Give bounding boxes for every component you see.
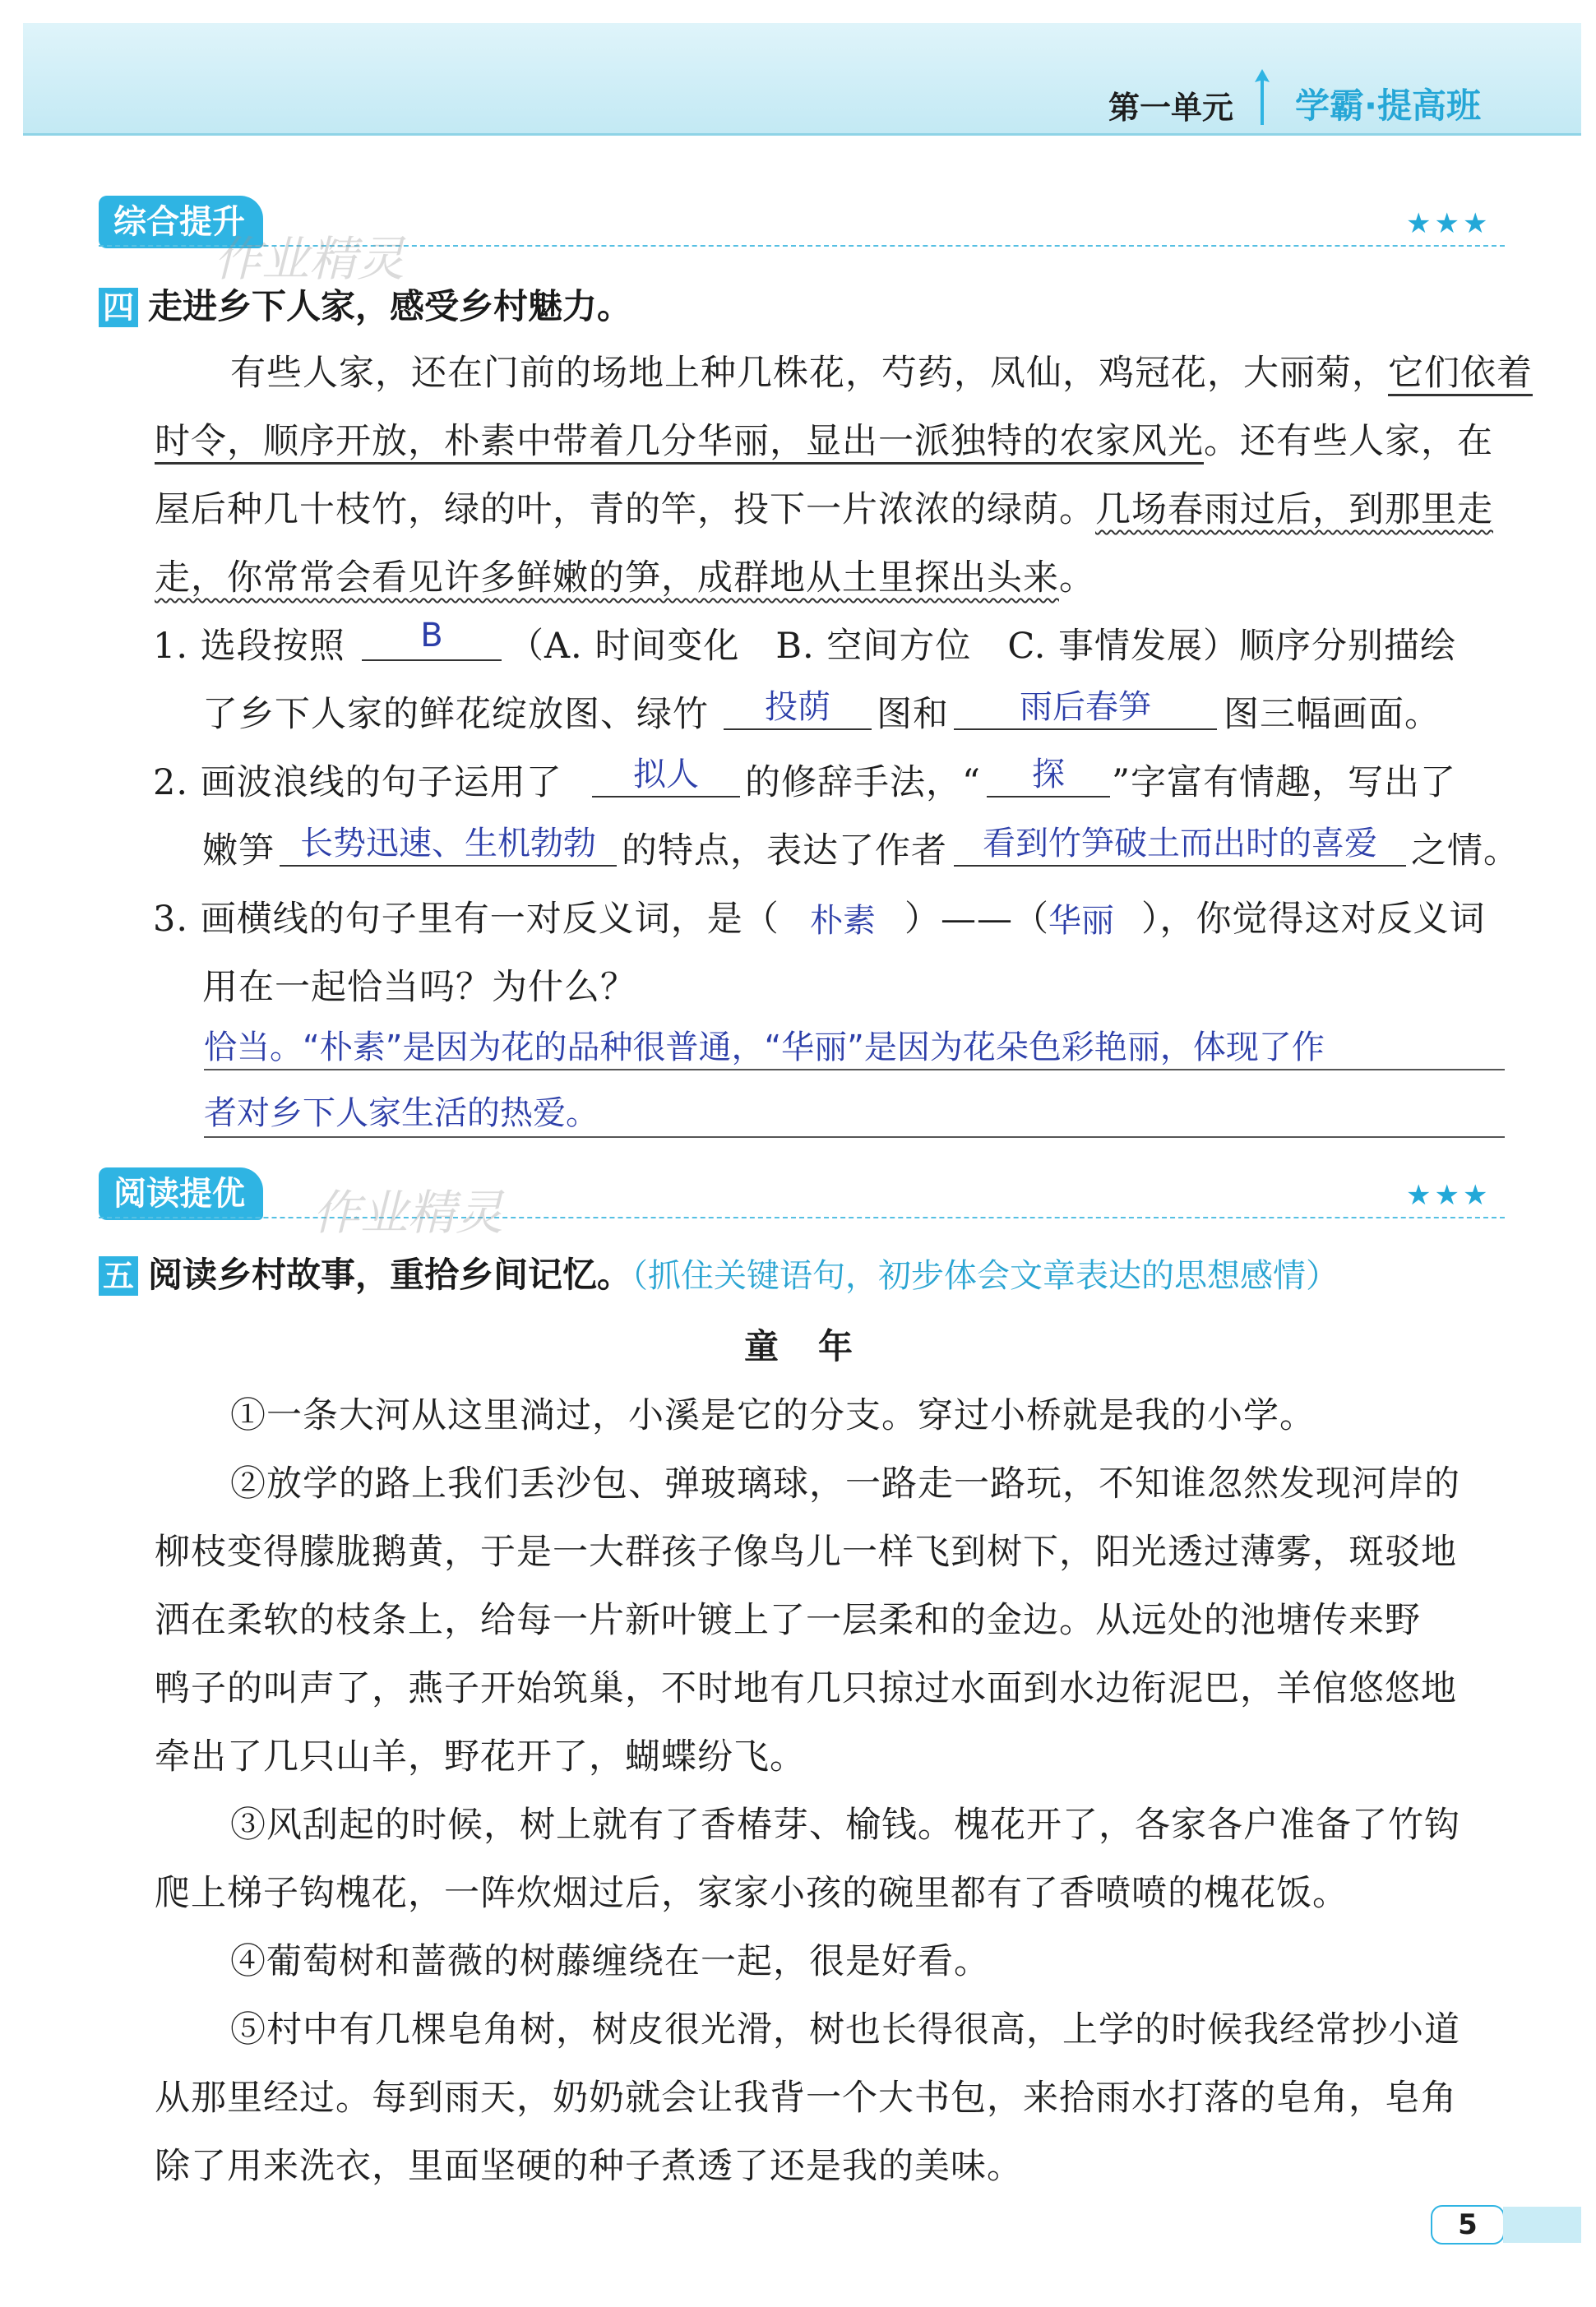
article-line: 柳枝变得朦胧鹅黄，于是一大群孩子像鸟儿一样飞到树下，阳光透过薄雾，斑驳地 (155, 1532, 1457, 1573)
section-tag-comprehensive: 综合提升 (99, 196, 263, 248)
article-line: 除了用来洗衣，里面坚硬的种子煮透了还是我的美味。 (155, 2146, 1023, 2187)
question-number: 四 (99, 288, 138, 327)
answer-text[interactable]: 华丽 (1048, 902, 1114, 940)
question-5-heading (99, 1248, 1339, 1297)
article-line: ②放学的路上我们丢沙包、弹玻璃球，一路走一路玩，不知谁忽然发现河岸的 (230, 1463, 1460, 1505)
difficulty-stars: ★★★ (1406, 1179, 1492, 1212)
answer-text[interactable]: 恰当。“朴素”是因为花的品种很普通，“华丽”是因为花朵色彩艳丽，体现了作 (204, 1029, 1325, 1066)
article-line: 鸭子的叫声了，燕子开始筑巢，不时地有几只掠过水面到水边衔泥巴，羊倌悠悠地 (155, 1668, 1457, 1709)
item-2-text: 之情。 (1411, 830, 1520, 871)
item-1-options: （A. 时间变化 B. 空间方位 C. 事情发展）顺序分别描绘 (508, 626, 1457, 667)
answer-line (204, 1069, 1505, 1070)
item-2-text: ”字富有情趣，写出了 (1112, 762, 1456, 803)
brand-label: 学霸·提高班 (1295, 86, 1481, 126)
answer-blank[interactable]: 探 (987, 748, 1110, 798)
article-title: 童年 (744, 1326, 893, 1366)
article-line: ①一条大河从这里淌过，小溪是它的分支。穿过小桥就是我的小学。 (230, 1395, 1316, 1436)
item-2-text: 的特点，表达了作者 (622, 830, 947, 871)
answer-text[interactable]: 者对乡下人家生活的热爱。 (204, 1094, 599, 1132)
answer-blank[interactable]: 投荫 (724, 681, 872, 730)
item-3-text: 3. 画横线的句子里有一对反义词，是（ (153, 899, 779, 940)
section-divider (99, 1217, 1505, 1218)
answer-text[interactable]: 朴素 (810, 902, 876, 940)
article-line: 爬上梯子钩槐花，一阵炊烟过后，家家小孩的碗里都有了香喷喷的槐花饭。 (155, 1873, 1349, 1914)
article-line: 从那里经过。每到雨天，奶奶就会让我背一个大书包，来拾雨水打落的皂角，皂角 (155, 2078, 1457, 2119)
passage-line: 屋后种几十枝竹，绿的叶，青的竿，投下一片浓浓的绿荫。几场春雨过后，到那里走 (155, 489, 1493, 530)
question-4-heading (99, 280, 631, 329)
passage-line: 有些人家，还在门前的场地上种几株花，芍药，凤仙，鸡冠花，大丽菊，它们依着 (230, 345, 1533, 395)
answer-blank[interactable]: 拟人 (592, 748, 740, 798)
item-3-text: ）——（ (904, 899, 1049, 940)
item-1-text: 了乡下人家的鲜花绽放图、绿竹 (202, 694, 709, 735)
item-3-text: ），你觉得这对反义词 (1141, 899, 1486, 940)
item-1-text: 1. 选段按照 (153, 626, 345, 667)
article-line: ④葡萄树和蔷薇的树藤缠绕在一起，很是好看。 (230, 1941, 990, 1982)
watermark: 作业精灵 (312, 1185, 504, 1241)
question-number: 五 (99, 1256, 138, 1296)
item-1-text: 图和 (877, 694, 949, 735)
question-title: 阅读乡村故事，重拾乡间记忆。 (148, 1255, 632, 1295)
article-line: ③风刮起的时候，树上就有了香椿芽、榆钱。槐花开了，各家各户准备了竹钩 (230, 1805, 1460, 1846)
item-1-text: 图三幅画面。 (1224, 694, 1441, 735)
watermark: 作业精灵 (214, 231, 405, 287)
item-2-text: 的修辞手法，“ (745, 762, 981, 803)
section-tag-reading: 阅读提优 (99, 1167, 263, 1220)
article-line: 牵出了几只山羊，野花开了，蝴蝶纷飞。 (155, 1736, 806, 1778)
item-3-text: 用在一起恰当吗？为什么？ (202, 967, 636, 1008)
answer-blank[interactable]: 雨后春笋 (954, 681, 1217, 730)
arrow-up-icon (1250, 64, 1274, 130)
difficulty-stars: ★★★ (1406, 207, 1492, 240)
article-line: 洒在柔软的枝条上，给每一片新叶镀上了一层柔和的金边。从远处的池塘传来野 (155, 1600, 1421, 1641)
item-2-text: 2. 画波浪线的句子运用了 (153, 762, 562, 803)
unit-label: 第一单元 (1108, 90, 1234, 126)
answer-blank[interactable]: 长势迅速、生机勃勃 (280, 817, 617, 867)
article-line: ⑤村中有几棵皂角树，树皮很光滑，树也长得很高，上学的时候我经常抄小道 (230, 2009, 1460, 2050)
question-hint: （抓住关键语句，初步体会文章表达的思想感情） (631, 1257, 1339, 1295)
passage-line: 走，你常常会看见许多鲜嫩的笋，成群地从土里探出头来。 (155, 557, 1095, 599)
passage-line: 时令，顺序开放，朴素中带着几分华丽，显出一派独特的农家风光。还有些人家，在 (155, 414, 1493, 464)
answer-blank[interactable]: 看到竹笋破土而出时的喜爱 (954, 817, 1406, 867)
item-2-text: 嫩笋 (202, 830, 275, 871)
page-number-bar (1503, 2207, 1581, 2243)
question-title: 走进乡下人家，感受乡村魅力。 (148, 286, 632, 326)
page-number: 5 (1431, 2205, 1505, 2245)
answer-line (204, 1136, 1505, 1138)
answer-blank[interactable]: B (362, 617, 502, 661)
